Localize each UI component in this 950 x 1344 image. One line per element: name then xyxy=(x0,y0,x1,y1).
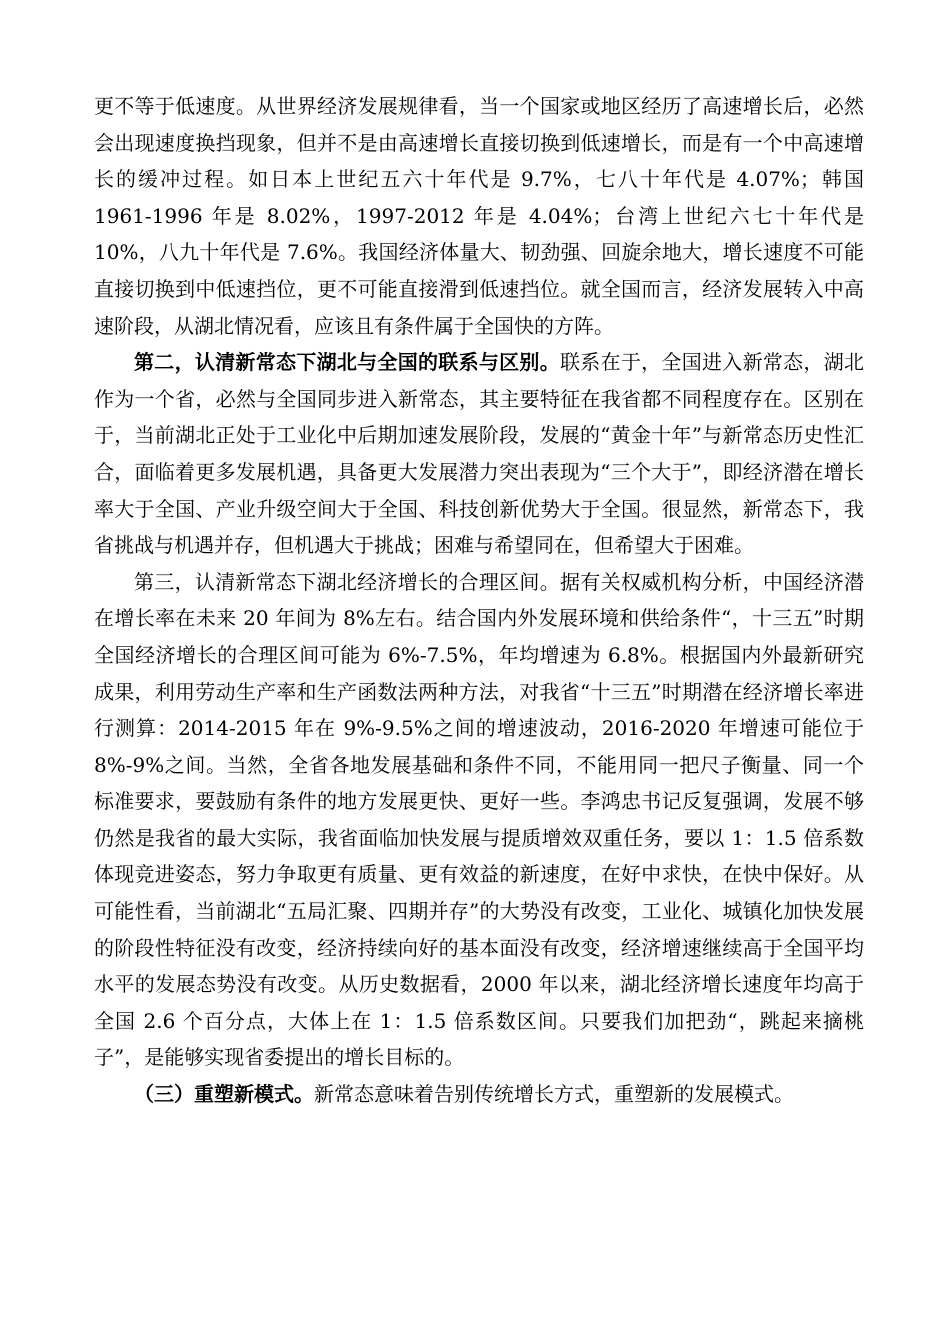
paragraph-2-heading: 第二，认清新常态下湖北与全国的联系与区别。 xyxy=(134,350,560,375)
paragraph-2-text: 联系在于，全国进入新常态，湖北作为一个省，必然与全国同步进入新常态，其主要特征在我省都不同程度存在。区别在于，当前湖北正处于工业化中后期加速发展阶段，发展的“黄金十年”与新常态历史性汇合，面临着更多发展机遇，具备更大发展潜力突出表现为“三个大于”，即经济潜在增长率大于全国、产业升级空间大于全国、科技创新优势大于全国。很显然，新常态下，我省挑战与机遇并存，但机遇大于挑战；困难与希望同在，但希望大于困难。 xyxy=(94,350,864,558)
paragraph-4-heading: （三）重塑新模式。 xyxy=(134,1082,314,1107)
paragraph-4-text: 新常态意味着告别传统增长方式，重塑新的发展模式。 xyxy=(314,1082,794,1107)
paragraph-3 xyxy=(94,564,864,1076)
paragraph-1 xyxy=(94,88,864,344)
paragraph-1-text: 更不等于低速度。从世界经济发展规律看，当一个国家或地区经历了高速增长后，必然会出现速度换挡现象，但并不是由高速增长直接切换到低速增长，而是有一个中高速增长的缓冲过程。如日本上世纪五六十年代是 9.7%，七八十年代是 4.07%；韩国 1961-1996 年是 8.02%，1997-2012 年是 4.04%；台湾上世纪六七十年代是 10%，八九十年代是 7.6%。我国经济体量大、韧劲强、回旋余地大，增长速度不可能直接切换到中低速挡位，更不可能直接滑到低速挡位。就全国而言，经济发展转入中高速阶段，从湖北情况看，应该且有条件属于全国快的方阵。 xyxy=(94,94,864,338)
document-body xyxy=(94,88,864,1113)
paragraph-4 xyxy=(94,1076,864,1113)
paragraph-3-text: 第三，认清新常态下湖北经济增长的合理区间。据有关权威机构分析，中国经济潜在增长率在未来 20 年间为 8%左右。结合国内外发展环境和供给条件“，十三五”时期全国经济增长的合理区间可能为 6%-7.5%，年均增速为 6.8%。根据国内外最新研究成果，利用劳动生产率和生产函数法两种方法，对我省“十三五”时期潜在经济增长率进行测算：2014-2015 年在 9%-9.5%之间的增速波动，2016-2020 年增速可能位于 8%-9%之间。当然，全省各地发展基础和条件不同，不能用同一把尺子衡量、同一个标准要求，要鼓励有条件的地方发展更快、更好一些。李鸿忠书记反复强调，发展不够仍然是我省的最大实际，我省面临加快发展与提质增效双重任务，要以 1：1.5 倍系数体现竞进姿态，努力争取更有质量、更有效益的新速度，在好中求快，在快中保好。从可能性看，当前湖北“五局汇聚、四期并存”的大势没有改变，工业化、城镇化加快发展的阶段性特征没有改变，经济持续向好的基本面没有改变，经济增速继续高于全国平均水平的发展态势没有改变。从历史数据看，2000 年以来，湖北经济增长速度年均高于全国 2.6 个百分点，大体上在 1：1.5 倍系数区间。只要我们加把劲“，跳起来摘桃子”，是能够实现省委提出的增长目标的。 xyxy=(94,569,864,1070)
paragraph-2 xyxy=(94,344,864,564)
